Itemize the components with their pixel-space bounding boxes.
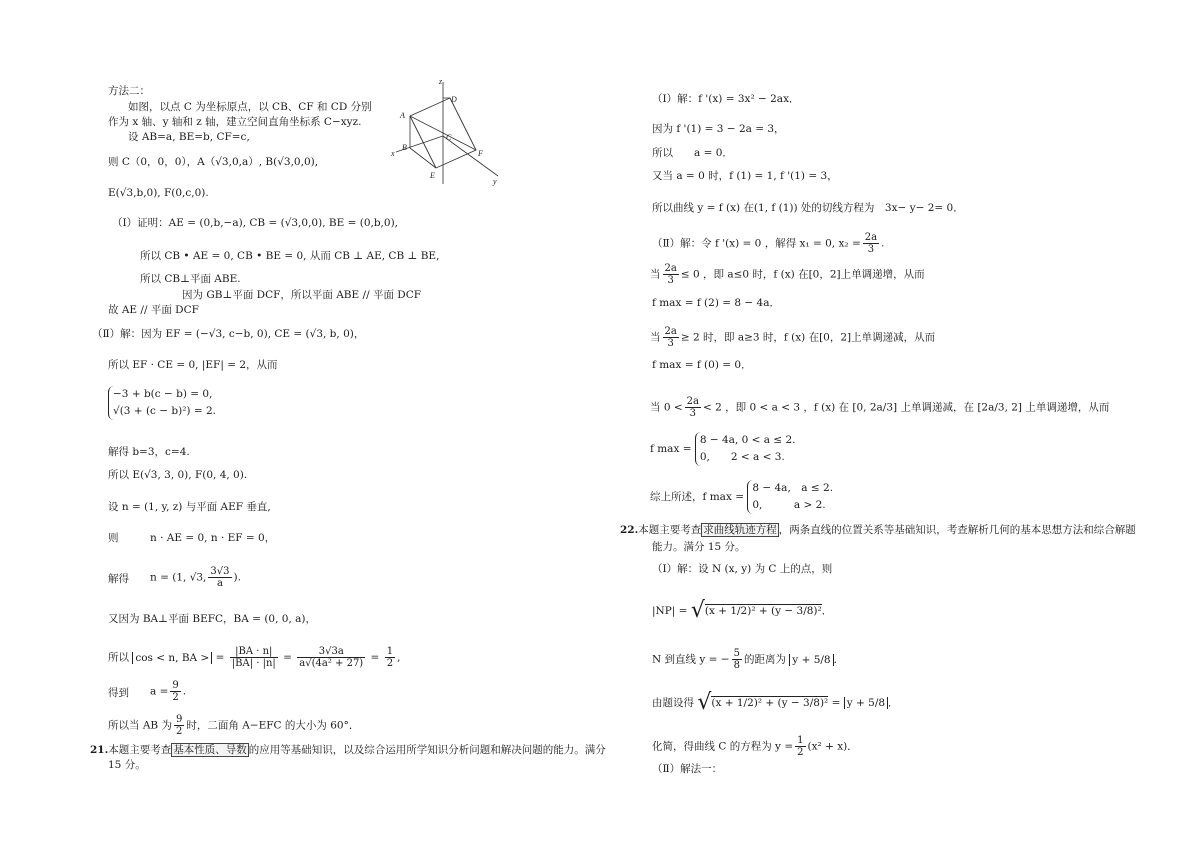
r-part1-so: 所以 a = 0．: [652, 147, 733, 159]
question-22-number: 22.: [620, 524, 639, 536]
r-eq-rhs: y + 5/8: [844, 697, 888, 709]
normal-solution-post: ).: [233, 571, 241, 584]
r-root-den: 3: [867, 244, 875, 255]
r-part1-tangent: 所以曲线 y = f (x) 在(1, f (1)) 处的切线方程为 3x− y− 2= 0．: [652, 202, 964, 214]
new-coordinates-ef: 所以 E(√3, 3, 0), F(0, 4, 0).: [108, 469, 248, 481]
cos-frac3-num: 1: [386, 646, 394, 657]
r-dist-post: 的距离为: [743, 653, 786, 666]
r-piecewise: [650, 432, 796, 466]
r-part1-derivative: （Ⅰ）解：f '(x) = 3x² − 2ax．: [652, 93, 800, 105]
r-case2-fmax: f max = f (0) = 0．: [652, 359, 752, 371]
part2-dot-product: 所以 EF · CE = 0, |EF| = 2，从而: [108, 359, 278, 371]
get-a-label: 得到: [108, 687, 129, 699]
normal-dot-label: 则: [108, 532, 119, 544]
r-case1: [650, 263, 925, 286]
figure-label-z: z: [439, 77, 443, 86]
r-case3-interval-2: [2a/3, 2]: [977, 401, 1023, 414]
normal-solution: [150, 566, 241, 589]
cosine-label: 所以: [108, 651, 129, 664]
r-simp-num: 1: [797, 735, 804, 746]
a-value-den: 2: [172, 692, 179, 703]
question-22-pre: 本题主要考查: [638, 524, 702, 536]
r-piecewise-1: 8 − 4a, 0 < a ≤ 2.: [699, 434, 796, 446]
r-part2-solve: （Ⅱ）解：令 f '(x) = 0 ，解得 x₁ = 0, x₂ = $\frac{2a}{3}$ .: [652, 232, 885, 255]
r-summary: [650, 480, 833, 514]
question-22-line: [620, 523, 1136, 537]
final-answer-post: 时，二面角 A−EFC 的大小为 60°．: [186, 719, 360, 732]
part1-dot-products: 所以 CB • AE = 0, CB • BE = 0, 从而 CB ⊥ AE, CB ⊥ BE,: [140, 250, 440, 262]
final-answer-pre: 所以当 AB 为: [108, 719, 172, 732]
part2-vectors: （Ⅱ）解：因为 EF = (−√3, c−b, 0), CE = (√3, b, 0)，: [92, 328, 365, 340]
figure-label-d: D: [451, 95, 457, 104]
a-value: a = $\frac{9}{2}$ .: [150, 680, 187, 703]
part1-vectors: （Ⅰ）证明：AE = (0,b,−a), CB = (√3,0,0), BE = (0,b,0),: [112, 217, 399, 229]
question-22-highlight: 求曲线轨迹方程: [703, 524, 777, 536]
question-21-number: 21.: [90, 744, 109, 756]
r-root-num: 2a: [864, 232, 878, 243]
r-piecewise-label: f max =: [650, 443, 692, 455]
cosine-left: cos < n, BA >: [132, 652, 212, 664]
normal-frac-num: 3√3: [210, 566, 230, 577]
r-dist-pre: N 到直线 y = −: [652, 653, 730, 666]
r-dist-num: 5: [733, 648, 740, 659]
r-case3: [650, 396, 1109, 419]
r-simp-post: (x² + x)．: [807, 740, 858, 753]
figure-label-a: A: [400, 111, 405, 120]
system-eq-1: −3 + b(c − b) = 0,: [113, 388, 213, 400]
question-21-highlight: 基本性质、导数: [173, 744, 247, 756]
r-piecewise-2: 0, 2 < a < 3.: [699, 451, 785, 463]
cos-frac1-den: |BA| · |n|: [231, 658, 276, 669]
r-summary-2: 0, a > 2.: [752, 499, 826, 511]
solve-bc: 解得 b=3，c=4.: [108, 446, 190, 458]
a-value-pre: a =: [150, 685, 169, 698]
setup-line-2: 作为 x 轴、y 轴和 z 轴，建立空间直角坐标系 C−xyz.: [108, 116, 362, 128]
question-22-line2: 能力。满分 15 分。: [652, 541, 746, 553]
r-case1-fmax: f max = f (2) = 8 − 4a．: [652, 297, 780, 309]
final-den: 2: [175, 726, 183, 737]
figure-label-c: C: [446, 133, 452, 142]
normal-solve-label: 解得: [108, 573, 129, 585]
cos-frac1-num: |BA · n|: [230, 646, 278, 658]
r-q22-part1: （Ⅰ）解：设 N (x, y) 为 C 上的点，则: [652, 563, 833, 575]
question-22-post: ，两条直线的位置关系等基础知识，考查解析几何的基本思想方法和综合解题: [778, 524, 1136, 536]
final-answer: [108, 714, 359, 737]
coordinate-figure: [380, 76, 510, 188]
question-21-post: 的应用等基础知识，以及综合运用所学知识分析问题和解决问题的能力。满分: [248, 744, 606, 756]
coordinates-cab: 则 C（0，0，0），A（√3,0,a）, B(√3,0,0),: [108, 156, 319, 168]
question-21-score: 15 分。: [108, 759, 146, 771]
r-simplify: [652, 735, 858, 758]
r-case2-post: ≥ 2 时，即 a≥3 时，f (x) 在[0，2]上单调递减，从而: [680, 331, 936, 344]
r-eq-lhs: (x + 1/2)² + (y − 3/8)²: [711, 697, 829, 709]
part1-perpendicular: 所以 CB⊥平面 ABE.: [140, 273, 241, 285]
cos-frac3-den: 2: [386, 658, 394, 669]
r-line-distance: N 到直线 y = − $\frac{5}{8}$ 的距离为 y + 5/8 ．: [652, 648, 845, 671]
figure-label-x: x: [391, 149, 395, 158]
r-equation: 由题设得 √(x + 1/2)² + (y − 3/8)² = y + 5/8 ．: [652, 690, 899, 715]
r-np-distance: |NP| = √(x + 1/2)² + (y − 3/8)²．: [652, 598, 833, 623]
normal-solution-pre: n = (1, √3,: [150, 571, 207, 584]
r-np-rhs: (x + 1/2)² + (y − 3/8)²: [704, 605, 822, 617]
r-dist-den: 8: [733, 660, 740, 671]
r-case3-post: 上单调递增，从而: [1025, 401, 1110, 414]
coordinates-ef: E(√3,b,0), F(0,c,0).: [108, 187, 209, 199]
setup-line-1: 如图，以点 C 为坐标原点，以 CB、CF 和 CD 分别: [128, 101, 372, 113]
r-case3-mid2: 上单调递减，在: [900, 401, 974, 414]
part1-parallel-planes: 因为 GB⊥平面 DCF，所以平面 ABE // 平面 DCF: [182, 289, 422, 301]
r-case3-den: 3: [689, 408, 696, 419]
r-case2-num: 2a: [664, 326, 677, 337]
r-case2: [650, 326, 935, 349]
r-case1-den: 3: [667, 275, 674, 286]
figure-label-y: y: [493, 177, 497, 186]
r-eq-pre: 由题设得: [652, 697, 694, 709]
final-num: 9: [175, 714, 183, 725]
a-value-num: 9: [172, 680, 179, 691]
r-simp-pre: 化简，得曲线 C 的方程为 y =: [652, 740, 794, 753]
r-case1-post: ≤ 0 ，即 a≤0 时，f (x) 在[0，2]上单调递增，从而: [680, 268, 925, 281]
figure-label-e: E: [430, 171, 435, 180]
r-part2-solve-text: （Ⅱ）解：令 f '(x) = 0 ，解得 x₁ = 0, x₂ =: [652, 237, 861, 250]
ba-vector: 又因为 BA⊥平面 BEFC，BA = (0, 0, a)，: [108, 613, 316, 625]
figure-label-b: B: [402, 143, 407, 152]
r-summary-label: 综上所述，f max =: [650, 491, 744, 503]
r-case1-num: 2a: [664, 263, 677, 274]
r-case3-num: 2a: [686, 396, 699, 407]
setup-line-3: 设 AB=a, BE=b, CF=c,: [128, 131, 250, 143]
r-case1-pre: 当: [650, 268, 661, 281]
normal-dot-conditions: n · AE = 0, n · EF = 0，: [150, 532, 276, 544]
r-summary-1: 8 − 4a, a ≤ 2.: [752, 482, 834, 494]
normal-vector-setup: 设 n = (1, y, z) 与平面 AEF 垂直,: [108, 501, 271, 513]
question-21-line: [90, 743, 606, 757]
normal-frac-den: a: [216, 578, 223, 589]
r-np-lhs: |NP| =: [652, 605, 688, 617]
r-q22-part2: （Ⅱ）解法一：: [652, 763, 723, 775]
cos-frac2-den: a√(4a² + 27): [299, 658, 364, 669]
part1-conclusion: 故 AE // 平面 DCF: [108, 304, 199, 316]
r-case3-interval-1: [0, 2a/3]: [852, 401, 898, 414]
method-two-title: 方法二：: [108, 85, 150, 97]
r-case3-mid: < 2 ，即 0 < a < 3 ，f (x) 在: [702, 401, 850, 414]
question-21-pre: 本题主要考查: [108, 744, 172, 756]
r-case3-pre: 当 0 <: [650, 401, 683, 414]
r-case2-den: 3: [667, 338, 674, 349]
system-eq-2: √(3 + (c − b)²) = 2.: [113, 405, 217, 417]
r-part1-because: 因为 f '(1) = 3 − 2a = 3，: [652, 123, 785, 135]
r-dist-abs: y + 5/8: [789, 654, 833, 666]
cosine-equation: 所以 cos < n, BA > = $\frac{|BA \cdot n|}{|BA| \cdot |n|}$ = $\frac{3√3a}{\text{a√(4a² + 27)}}$ = $\frac{1}{2}$ ,: [108, 646, 401, 669]
r-simp-den: 2: [797, 747, 804, 758]
figure-label-f: F: [478, 149, 483, 158]
r-part1-also: 又当 a = 0 时，f (1) = 1, f '(1) = 3，: [652, 170, 838, 182]
equation-system: [108, 386, 216, 420]
r-case2-pre: 当: [650, 331, 661, 344]
cos-frac2-num: 3√3a: [297, 646, 365, 658]
